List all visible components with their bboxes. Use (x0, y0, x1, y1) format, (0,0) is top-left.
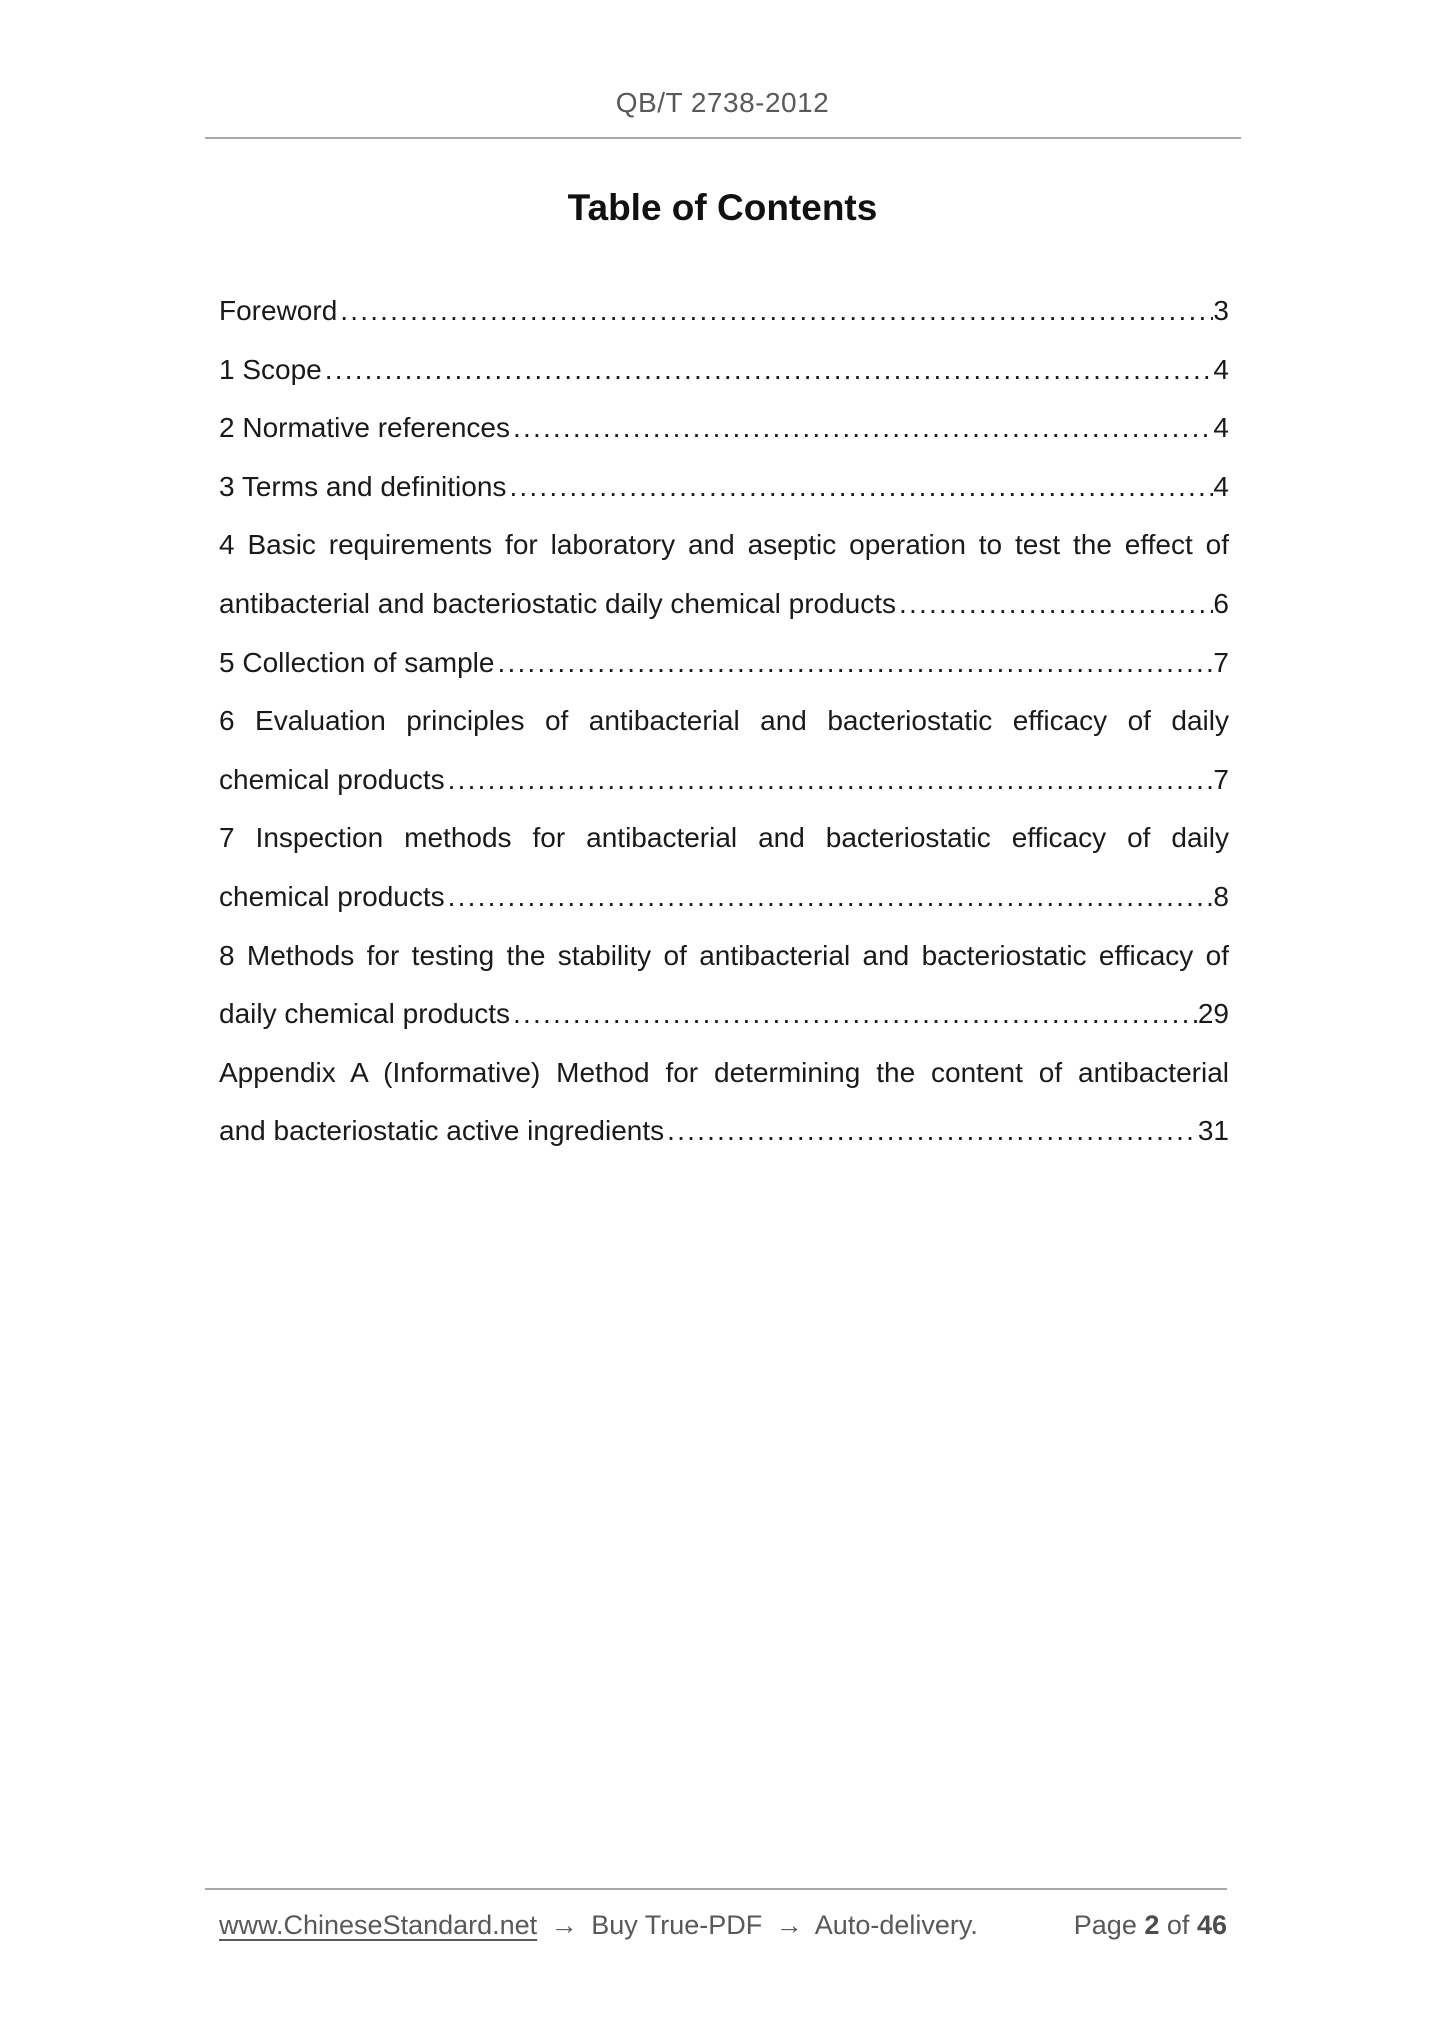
toc-page-number: 3 (1213, 295, 1229, 326)
toc-entry-text: and bacteriostatic active ingredients (219, 1115, 665, 1147)
toc-entry-scope (219, 341, 1229, 400)
toc-page-number: 31 (1197, 1115, 1229, 1147)
toc-entry-text: 1 Scope (219, 353, 322, 385)
toc-page-number: 6 (1213, 587, 1229, 619)
toc-page-number: 4 (1213, 470, 1229, 502)
toc-entry-text: 3 Terms and definitions (219, 470, 507, 502)
toc-page-number: 7 (1213, 763, 1229, 795)
dot-leader (340, 282, 1213, 341)
toc-entry-evaluation-principles-line1: 6 Evaluation principles of antibacterial and bacteriostatic efficacy of daily (219, 705, 1229, 737)
right-arrow-icon: → (775, 1910, 803, 1940)
toc-entry-text: 2 Normative references (219, 412, 511, 444)
toc-entry-appendix-a-line2 (219, 1102, 1229, 1161)
page-title: Table of Contents (567, 187, 878, 228)
toc-entry-terms-definitions (219, 458, 1229, 517)
header-divider (205, 137, 1241, 139)
toc-entry-appendix-a-line1: Appendix A (Informative) Method for determining the content of antibacterial (219, 1056, 1229, 1088)
toc-page-number: 29 (1197, 998, 1229, 1030)
page-label: Page (1073, 1910, 1137, 1940)
header-standard-code: QB/T 2738-2012 (615, 87, 830, 118)
toc-entry-inspection-methods-line1: 7 Inspection methods for antibacterial and bacteriostatic efficacy of daily (219, 822, 1229, 854)
toc-entry-foreword (219, 282, 1229, 341)
toc-entry-text: chemical products (219, 763, 445, 795)
toc-page-number: 8 (1213, 880, 1229, 912)
dot-leader (513, 985, 1198, 1044)
footer-delivery-label: Auto-delivery. (814, 1910, 978, 1940)
toc-entry-collection-of-sample (219, 634, 1229, 693)
footer-divider (205, 1888, 1227, 1890)
dot-leader (448, 868, 1214, 927)
footer-website-link[interactable]: www.ChineseStandard.net (219, 1910, 538, 1940)
toc-entry-evaluation-principles-line2 (219, 751, 1229, 810)
right-arrow-icon: → (550, 1910, 578, 1940)
dot-leader (513, 399, 1213, 458)
toc-entry-text: Foreword (219, 295, 338, 326)
toc-entry-stability-methods-line1: 8 Methods for testing the stability of antibacterial and bacteriostatic efficacy of (219, 939, 1229, 971)
toc-entry-text: 5 Collection of sample (219, 646, 495, 678)
table-of-contents (219, 282, 1229, 1161)
toc-entry-stability-methods-line2 (219, 985, 1229, 1044)
toc-page-number: 4 (1213, 412, 1229, 444)
dot-leader (448, 751, 1214, 810)
page-total: 46 (1196, 1910, 1227, 1940)
dot-leader (497, 634, 1213, 693)
toc-entry-normative-references (219, 399, 1229, 458)
toc-entry-text: daily chemical products (219, 998, 511, 1030)
toc-entry-text: chemical products (219, 880, 445, 912)
dot-leader (509, 458, 1213, 517)
page-current: 2 (1144, 1910, 1160, 1940)
toc-entry-text: antibacterial and bacteriostatic daily chemical products (219, 587, 897, 619)
footer-buy-label: Buy True-PDF (591, 1910, 763, 1940)
toc-page-number: 4 (1213, 353, 1229, 385)
toc-entry-basic-requirements-line2 (219, 575, 1229, 634)
of-label: of (1166, 1910, 1190, 1940)
dot-leader (899, 575, 1213, 634)
toc-entry-basic-requirements-line1: 4 Basic requirements for laboratory and aseptic operation to test the effect of (219, 529, 1229, 561)
dot-leader (667, 1102, 1198, 1161)
footer-promo (219, 1905, 978, 1945)
page-footer (219, 1905, 1227, 1945)
toc-page-number: 7 (1213, 646, 1229, 678)
toc-entry-inspection-methods-line2 (219, 868, 1229, 927)
dot-leader (325, 341, 1214, 400)
footer-page-indicator (1074, 1905, 1227, 1945)
